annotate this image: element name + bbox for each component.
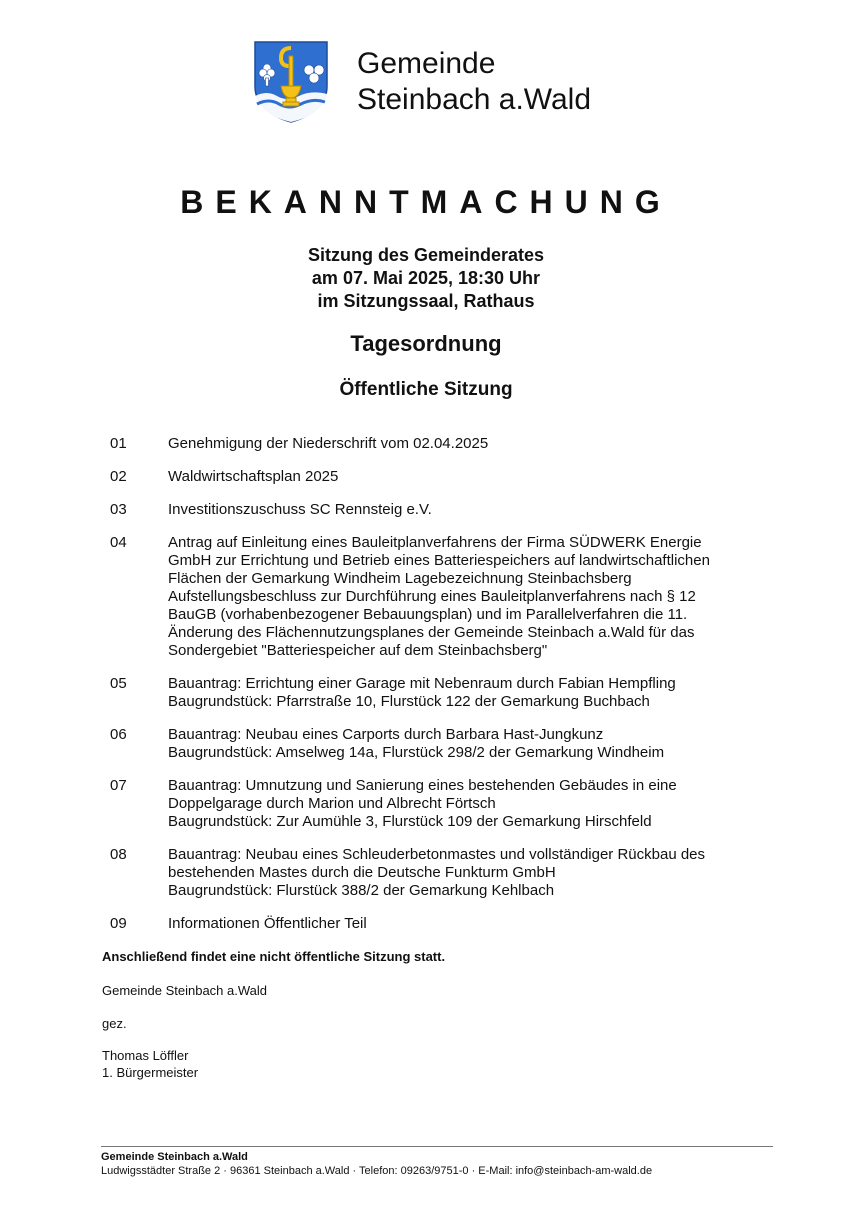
agenda-item-text <box>168 675 770 711</box>
agenda-item-line: Antrag auf Einleitung eines Bauleitplanverfahrens der Firma SÜDWERK Energie <box>168 534 702 551</box>
agenda-heading: Tagesordnung <box>350 331 502 356</box>
signatory-name: Thomas Löffler <box>102 1048 189 1063</box>
agenda-item-text <box>168 777 770 831</box>
agenda-item <box>110 846 770 900</box>
agenda-item-text <box>168 726 770 762</box>
agenda-item-number: 03 <box>110 501 127 518</box>
footer-divider <box>101 1146 773 1147</box>
agenda-item-line: GmbH zur Errichtung und Betrieb eines Batteriespeichers auf landwirtschaftlichen <box>168 552 710 569</box>
agenda-item-line: Baugrundstück: Flurstück 388/2 der Gemarkung Kehlbach <box>168 882 555 899</box>
agenda-item-number: 05 <box>110 675 127 692</box>
agenda-item-number: 06 <box>110 726 127 743</box>
meeting-line3: im Sitzungssaal, Rathaus <box>317 291 535 311</box>
section-heading: Öffentliche Sitzung <box>339 379 513 400</box>
document-title: BEKANNTMACHUNG <box>180 184 672 220</box>
agenda-item <box>110 468 770 486</box>
footer <box>101 1150 652 1178</box>
agenda-item-line: bestehenden Mastes durch die Deutsche Funkturm GmbH <box>168 864 556 881</box>
agenda-item-line: Bauantrag: Umnutzung und Sanierung eines bestehenden Gebäudes in eine <box>168 777 677 794</box>
signature-block <box>102 1047 198 1081</box>
agenda-item-text <box>168 468 770 486</box>
agenda-item-line: Aufstellungsbeschluss zur Durchführung eines Bauleitplanverfahrens nach § 12 <box>168 588 696 605</box>
meeting-info <box>0 244 852 313</box>
agenda-item-text <box>168 435 770 453</box>
agenda-item <box>110 915 770 933</box>
footer-title: Gemeinde Steinbach a.Wald <box>101 1151 248 1163</box>
municipality-name <box>357 46 591 118</box>
signatory-role: 1. Bürgermeister <box>102 1065 199 1080</box>
municipality-line1: Gemeinde <box>357 47 496 80</box>
agenda-item <box>110 501 770 519</box>
issuer: Gemeinde Steinbach a.Wald <box>102 983 268 998</box>
agenda-item <box>110 726 770 762</box>
agenda-item-line: Bauantrag: Errichtung einer Garage mit Nebenraum durch Fabian Hempfling <box>168 675 676 692</box>
agenda-item-line: BauGB (vorhabenbezogener Bebauungsplan) und im Parallelverfahren die 11. <box>168 606 688 623</box>
agenda-item-number: 01 <box>110 435 127 452</box>
agenda-item-text <box>168 915 770 933</box>
agenda-item-line: Genehmigung der Niederschrift vom 02.04.2025 <box>168 435 489 452</box>
footer-address: Ludwigsstädter Straße 2 · 96361 Steinbach a.Wald · Telefon: 09263/9751-0 · E-Mail: info@steinbach-am-wald.de <box>101 1165 653 1177</box>
agenda-item-number: 09 <box>110 915 127 932</box>
agenda-item-number: 07 <box>110 777 127 794</box>
closed-session-notice: Anschließend findet eine nicht öffentliche Sitzung statt. <box>102 949 446 964</box>
agenda-item-line: Bauantrag: Neubau eines Carports durch Barbara Hast-Jungkunz <box>168 726 604 743</box>
agenda-list <box>110 435 770 948</box>
agenda-item-text <box>168 501 770 519</box>
meeting-line2: am 07. Mai 2025, 18:30 Uhr <box>311 268 541 288</box>
meeting-line1: Sitzung des Gemeinderates <box>307 245 545 265</box>
agenda-item-line: Waldwirtschaftsplan 2025 <box>168 468 339 485</box>
agenda-item-line: Bauantrag: Neubau eines Schleuderbetonmastes und vollständiger Rückbau des <box>168 846 706 863</box>
municipality-line2: Steinbach a.Wald <box>357 83 592 116</box>
agenda-item-number: 02 <box>110 468 127 485</box>
agenda-item-line: Flächen der Gemarkung Windheim Lagebezeichnung Steinbachsberg <box>168 570 632 587</box>
agenda-item-line: Doppelgarage durch Marion und Albrecht Förtsch <box>168 795 496 812</box>
signed-marker: gez. <box>102 1016 127 1031</box>
agenda-item-line: Baugrundstück: Pfarrstraße 10, Flurstück 122 der Gemarkung Buchbach <box>168 693 650 710</box>
agenda-item-line: Informationen Öffentlicher Teil <box>168 915 367 932</box>
agenda-item-text <box>168 846 770 900</box>
agenda-item-line: Baugrundstück: Zur Aumühle 3, Flurstück 109 der Gemarkung Hirschfeld <box>168 813 652 830</box>
agenda-item-text <box>168 534 770 660</box>
letterhead <box>253 40 673 124</box>
agenda-item-number: 04 <box>110 534 127 551</box>
agenda-item <box>110 435 770 453</box>
agenda-item <box>110 675 770 711</box>
agenda-item-line: Sondergebiet "Batteriespeicher auf dem Steinbachsberg" <box>168 642 548 659</box>
agenda-item-number: 08 <box>110 846 127 863</box>
coat-of-arms-icon <box>253 40 329 124</box>
agenda-item-line: Baugrundstück: Amselweg 14a, Flurstück 298/2 der Gemarkung Windheim <box>168 744 665 761</box>
agenda-item <box>110 777 770 831</box>
agenda-item <box>110 534 770 660</box>
agenda-item-line: Investitionszuschuss SC Rennsteig e.V. <box>168 501 432 518</box>
agenda-item-line: Änderung des Flächennutzungsplanes der Gemeinde Steinbach a.Wald für das <box>168 624 695 641</box>
